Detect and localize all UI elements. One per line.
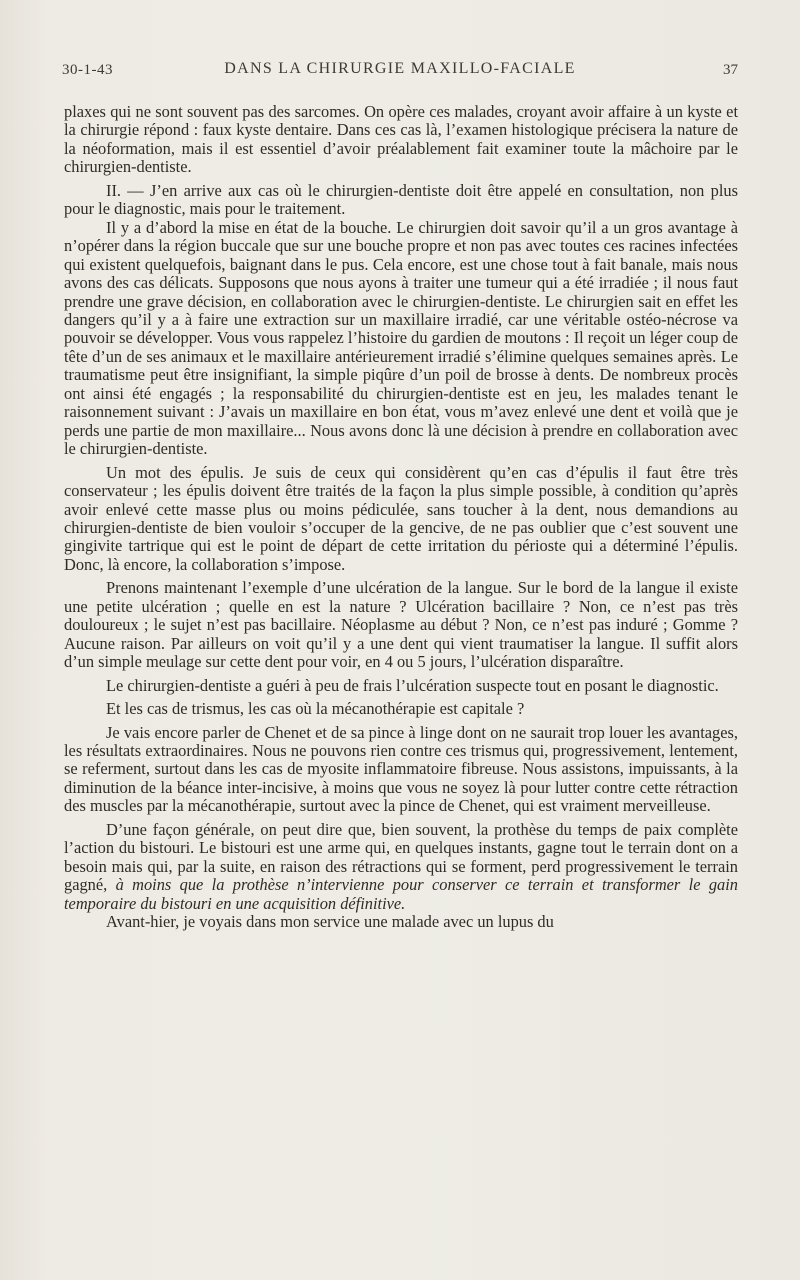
paragraph-8: Je vais encore parler de Chenet et de sa pince à linge dont on ne saurait trop louer les avantages, les résultats extraordinaires. Nous ne pouvons rien contre ces trismus qui, progressivement, lentement, se referment, surtout dans les cas de myosite inflammatoire fibreuse. Nous assistons, impuissants, à la diminution de la béance inter-incisive, à moins que vous ne soyez là pour lutter contre cette rétraction des muscles par la mécanothérapie, surtout avec la pince de Chenet, qui est vraiment merveilleuse. [64,722,738,816]
paragraph-3: Il y a d’abord la mise en état de la bouche. Le chirurgien doit savoir qu’il a un gros avantage à n’opérer dans la région buccale que sur une bouche propre et non pas avec toutes ces racines infectées qui existent quelquefois, baignant dans le pus. Cela encore, est une chose tout à fait banale, mais nous avons des cas délicats. Supposons que nous ayons à traiter une tumeur qui a été irradiée ; il nous faut prendre une grave décision, en collaboration avec le chirurgien-dentiste. Le chirurgien sait en effet les dangers qu’il y a à faire une extraction sur un maxillaire irradié, car une véritable ostéo-nécrose va pouvoir se développer. Vous vous rappelez l’histoire du gardien de moutons : Il reçoit un léger coup de tête d’un de ses animaux et le maxillaire antérieurement irradié s’élimine quelques semaines après. Le traumatisme peut être insignifiant, la simple piqûre d’un poil de brosse à dents. De nombreux procès ont ainsi été engagés ; la responsabilité du chirurgien-dentiste est en jeu, les malades tenant le raisonnement suivant : J’avais un maxillaire en bon état, vous m’avez enlevé une dent et voilà que je perds une partie de mon maxillaire... Nous avons donc là une décision à prendre en collaboration avec le chirurgien-dentiste. [64,217,738,459]
paragraph-9-italic: à moins que la prothèse n’intervienne pour conserver ce terrain et transformer le gain temporaire du bistouri en une acquisition définitive. [64,875,738,913]
paragraph-9 [64,821,738,913]
paragraph-5: Prenons maintenant l’exemple d’une ulcération de la langue. Sur le bord de la langue il existe une petite ulcération ; quelle en est la nature ? Ulcération bacillaire ? Non, ce n’est pas très douloureux ; le sujet n’est pas bacillaire. Néoplasme au début ? Non, ce n’est pas induré ; Gomme ? Aucune raison. Par ailleurs on voit qu’il y a une dent qui vient traumatiser la langue. Il suffit alors d’un simple meulage sur cette dent pour voir, en 4 ou 5 jours, l’ulcération disparaître. [64,578,738,672]
paragraph-4: Un mot des épulis. Je suis de ceux qui considèrent qu’en cas d’épulis il faut être très conservateur ; les épulis doivent être traités de la façon la plus simple possible, à condition qu’après avoir enlevé cette masse plus ou moins pédiculée, sans toucher à la dent, nous demandions au chirurgien-dentiste de bien vouloir s’occuper de la gencive, de ne pas oublier que c’est souvent une gingivite tartrique qui est le point de départ de cette irritation du périoste qui a déterminé l’épulis. Donc, là encore, la collaboration s’impose. [64,462,738,574]
paragraph-2: II. — J’en arrive aux cas où le chirurgien-dentiste doit être appelé en consultation, non plus pour le diagnostic, mais pour le traitement. [64,180,738,219]
paragraph-1: plaxes qui ne sont souvent pas des sarcomes. On opère ces malades, croyant avoir affaire à un kyste et la chirurgie répond : faux kyste dentaire. Dans ces cas là, l’examen histologique précisera la nature de la néoformation, mais il est essentiel d’avoir préalablement fait examiner toute la mâchoire par le chirurgien-dentiste. [64,102,738,177]
paragraph-10: Avant-hier, je voyais dans mon service une malade avec un lupus du [106,912,554,932]
page-number: 37 [723,62,738,78]
header-date-mark: 30-1-43 [62,62,113,78]
running-header [62,60,738,84]
paragraph-6: Le chirurgien-dentiste a guéri à peu de frais l’ulcération suspecte tout en posant le diagnostic. [106,675,719,695]
running-title: DANS LA CHIRURGIE MAXILLO-FACIALE [224,60,576,77]
paragraph-9-text: D’une façon générale, on peut dire que, bien souvent, la prothèse du temps de paix complète l’action du bistouri. Le bistouri est une arme qui, en quelques instants, gagne tout le terrain dont on a besoin mais qui, par la suite, en raison des rétractions qui se forment, perd progressivement le terrain gagné, [64,819,738,895]
paragraph-7: Et les cas de trismus, les cas où la mécanothérapie est capitale ? [106,699,525,719]
body-text [64,103,738,931]
